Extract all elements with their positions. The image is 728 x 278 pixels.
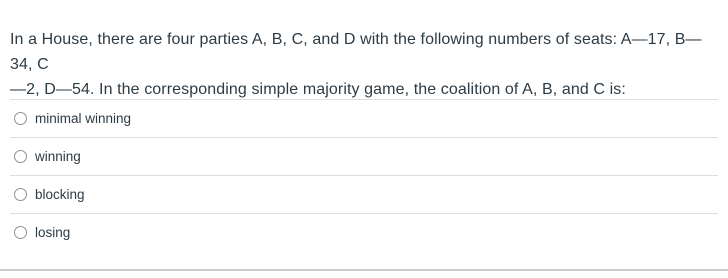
answer-option-losing[interactable] [10, 213, 718, 251]
answer-option-blocking[interactable] [10, 175, 718, 213]
answer-label: blocking [35, 187, 85, 202]
divider [0, 269, 728, 271]
answer-list [10, 99, 718, 251]
answer-label: minimal winning [35, 111, 132, 126]
radio-button[interactable] [14, 150, 27, 163]
answer-label: losing [35, 225, 71, 240]
radio-button[interactable] [14, 188, 27, 201]
question-text [10, 27, 720, 102]
question-text-line-2: —2, D—54. In the corresponding simple majority game, the coalition of A, B, and C is: [10, 81, 626, 98]
answer-label: winning [35, 149, 81, 164]
answer-option-minimal-winning[interactable] [10, 99, 718, 137]
radio-button[interactable] [14, 112, 27, 125]
answer-option-winning[interactable] [10, 137, 718, 175]
question-text-line-1: In a House, there are four parties A, B, C, and D with the following numbers of seats: A—17, B—34, C [10, 31, 702, 73]
radio-button[interactable] [14, 226, 27, 239]
